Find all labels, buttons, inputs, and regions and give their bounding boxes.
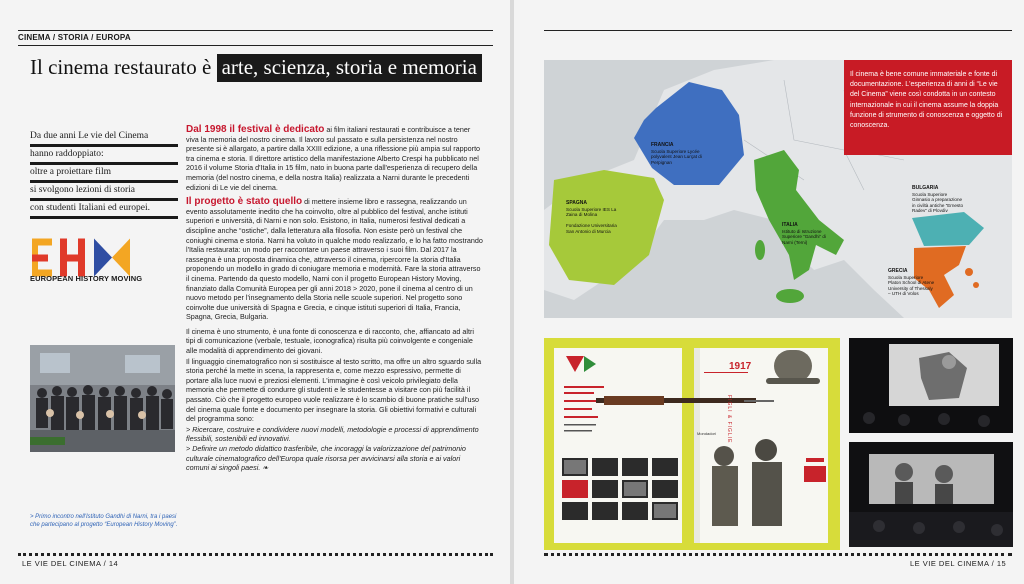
label-spain: SPAGNA Scuola Superiore IES La Zaina di Molina Fondazione Universitaria San Antonio di Murcia (566, 200, 617, 234)
group-photo (30, 345, 175, 452)
cinema-screening-photo (849, 338, 1013, 433)
paragraph-2-text: di mettere insieme libro e rassegna, realizzando un evento assolutamente inedito che ha coinvolto, oltre al pubblico del festival, anche istituti superiori e università, di Narni e non solo. Esistono, in Italia, numerosi festival dedicati a discipline anche “ostiche”, dalla letteratura alla filosofia. Non esiste però un festival che coniughi cinema e storia. Narni ha voluto in qualche modo realizzarlo, e lo ha fatto mostrando l'Italia restaurata: un modo per raccontare un paese attraverso i suoi film. Dal 2017 la rassegna è una proposta dinamica che, attraverso il cinema, ripercorre la storia d'Italia proponendo un modello in grado di coniugare memoria e modernità. Fare la storia attraverso il cinema. Partendo da questo modello, Narni con il progetto European History Moving, finanziato dalla Comunità Europea per gli anni 2018 > 2020, pone il cinema al centro di un nuovo metodo per l'insegnamento della Storia nelle scuole superiori. Nel progetto sono coinvolte due università di Spagna e Grecia, e cinque istituti superiori di Italia, Francia, Spagna, Grecia, Bulgaria. (186, 197, 483, 322)
photo-caption: > Primo incontro nell'Istituto Gandhi di Narni, tra i paesi che partecipano al progetto “European History Moving”. (30, 514, 178, 528)
left-page (0, 0, 510, 584)
paragraph-1 (186, 125, 484, 192)
paragraph-2-lead: Il progetto è stato quello (186, 196, 303, 208)
label-greece: GRECIA Scuola Superiore Platon School di Atene University of Thessaly – UTH di Volos (888, 268, 935, 297)
objective-1: > Ricercare, costruire e condividere nuovi modelli, metodologie e processi di apprendimento flessibili, sostenibili ed innovativi. (186, 424, 479, 444)
label-italy: ITALIA Istituto di Istruzione Superiore “Gandhi” di Narni (Terni) (782, 222, 826, 245)
title-plain: Il cinema restaurato è (30, 55, 212, 79)
section-rule (18, 45, 493, 46)
paragraph-1-lead: Dal 1998 il festival è dedicato (186, 124, 325, 135)
page-title (30, 55, 482, 80)
pullquote-line: hanno raddoppiato: (30, 148, 178, 165)
book-image (544, 338, 840, 550)
book-spine: FIGLI & FIGLIE (726, 395, 732, 444)
paragraph-4: Il linguaggio cinematografico non si sostituisce al testo scritto, ma offre un altro sguardo sulla storia perché la mette in scena, la rappresenta e, come mezzo espressivo, permette di portare alla luce nuovi e preziosi elementi. L'immagine è così veicolo privilegiato della memoria che permette di condurre gli studenti e le studentesse a visitare con più facilità il passato. Ciò che il progetto europeo vuole realizzare è lo scambio di buone pratiche sull'uso del cinema quale fonte e documento per insegnare la storia. Gli obiettivi formativi e culturali del programma sono: (186, 356, 482, 424)
logo-text: EUROPEAN HISTORY MOVING (30, 274, 143, 283)
paragraph-1-text: ai film italiani restaurati e contribuisce a tener viva la memoria del nostro cinema. Il lavoro sul passato e sulla persistenza nel nostro presente si è allargato, a partire dalla XXIII edizione, a una riflessione più ampia sul rapporto tra cinema e storia. Il direttore artistico della manifestazione Alberto Crespi ha pubblicato nel 2016 il volume Storia d'Italia in 15 film, nato in buona parte dall'esperienza di recupero della memoria (del nostro cinema, e della nostra Italia) realizzata a Narni durante le precedenti edizioni di Le vie del cinema. (186, 125, 481, 192)
label-france: FRANCIA Scuola Superiore Lycée polyvalent Jean Lurçat di Perpignan (651, 142, 702, 165)
objective-2: > Definire un metodo didattico trasferibile, che incoraggi la valorizzazione del patrimonio culturale cinematografico dell'Europa quale risorsa per avvicinarsi alla storia e ai valori comuni ai singoli paesi. ❧ (186, 444, 466, 473)
book-publisher: Mondadori (697, 431, 716, 436)
pullquote-line: con studenti Italiani ed europei. (30, 202, 178, 219)
folio-left: LE VIE DEL CINEMA / 14 (22, 559, 119, 568)
folio-right: LE VIE DEL CINEMA / 15 (910, 559, 1007, 568)
title-highlight: arte, scienza, storia e memoria (217, 54, 482, 82)
pullquote-line: Da due anni Le vie del Cinema (30, 130, 178, 147)
right-page (514, 0, 1024, 584)
top-rule (18, 30, 493, 31)
section-breadcrumb: CINEMA / STORIA / EUROPA (18, 33, 131, 42)
paragraph-2 (186, 197, 484, 322)
bottom-dotted-rule (18, 553, 493, 556)
book-year: 1917 (729, 361, 752, 372)
bottom-dotted-rule (544, 553, 1012, 556)
label-bulgaria: BULGARIA Scuola Superiore Ginnasio a preparazione in civiltà antiche “Ernesto Radev” di Plovdiv (912, 185, 964, 214)
red-callout-box: Il cinema è bene comune immateriale e fonte di documentazione. L'esperienza di anni di “Le vie del Cinema” viene così condotta in un contesto internazionale in cui il cinema assume la doppia funzione di strumento di conoscenza e oggetto di conoscenza. (844, 60, 1012, 155)
pullquote-line: oltre a proiettare film (30, 166, 178, 183)
article-body (186, 125, 484, 473)
lecture-photo (849, 442, 1013, 547)
pullquote-line: si svolgono lezioni di storia (30, 184, 178, 201)
paragraph-3: Il cinema è uno strumento, è una fonte di conoscenza e di racconto, che, affiancato ad altri tipi di comunicazione (verbale, testuale, iconografica) risulta più coinvolgente e congeniale alle modalità di apprendimento dei giovani. (186, 326, 474, 356)
pullquote (30, 130, 178, 220)
top-rule (544, 30, 1012, 31)
